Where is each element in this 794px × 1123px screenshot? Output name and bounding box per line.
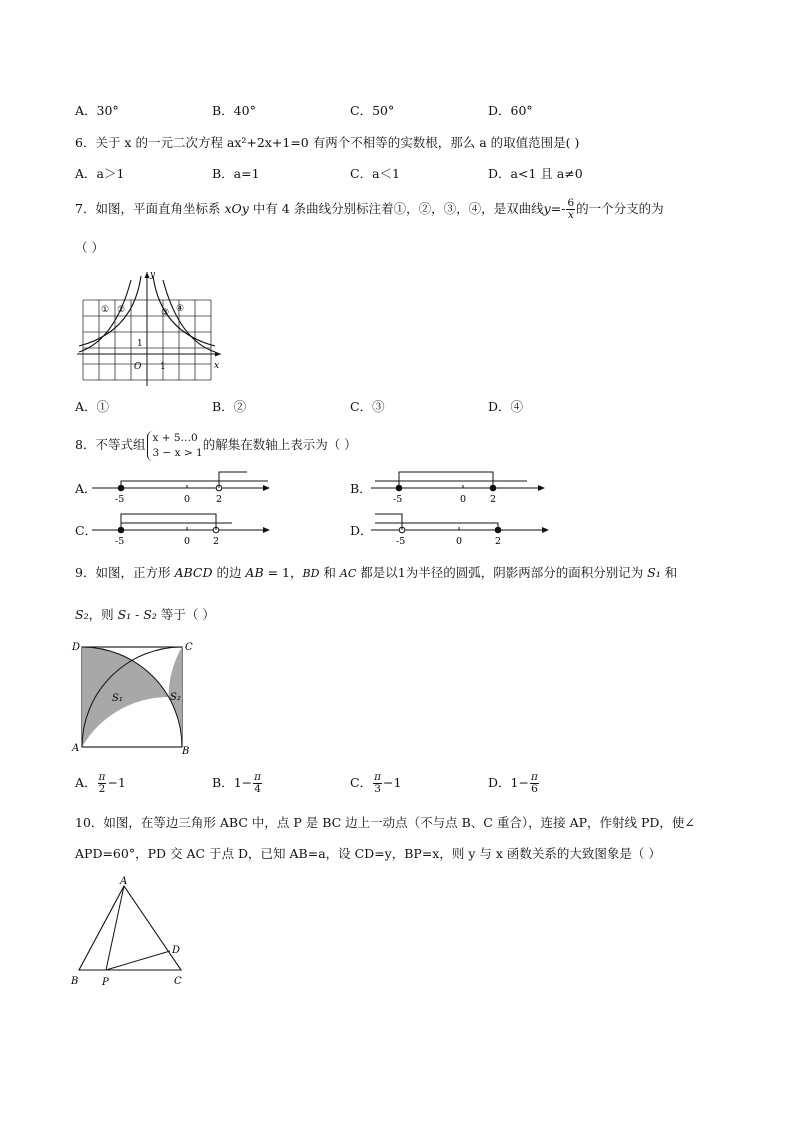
option-post: −1 [382, 775, 402, 790]
q9-line2-a: ，则 [88, 607, 118, 622]
q9-option-a[interactable] [75, 770, 126, 796]
label-c: C [185, 642, 193, 653]
label-s1: S₁ [112, 693, 123, 704]
origin-label: O [134, 362, 142, 372]
q7-option-b[interactable]: B．② [212, 399, 247, 414]
label-s2: S₂ [170, 692, 181, 703]
q9-stem-d: 都是以1为半径的圆弧，阴影两部分的面积分别记为 [356, 565, 648, 580]
q9-expr: S₁ - S₂ [117, 607, 157, 622]
option-fraction [98, 772, 107, 795]
q6-stem: 6．关于 x 的一元二次方程 ax²+2x+1=0 有两个不相等的实数根，那么 a 的取值范围是( ) [75, 135, 580, 150]
q6-option-c[interactable]: C．a＜1 [350, 166, 400, 181]
q8-numberline-a[interactable] [92, 468, 272, 504]
q9-stem-e: 和 [660, 565, 678, 580]
range-line-2 [375, 523, 498, 530]
q9-side-eq: = 1 [263, 565, 291, 580]
q7-option-a[interactable]: A．① [75, 399, 110, 414]
q9-side: AB [245, 565, 264, 580]
range-line-1 [399, 472, 493, 488]
option-label: A． [75, 775, 97, 790]
option-pre: 1− [233, 775, 253, 790]
label-d: D [172, 945, 181, 956]
option-label: D． [488, 775, 511, 790]
tick-label-0: 0 [184, 494, 191, 504]
tick-label-0: 0 [460, 494, 467, 504]
q5-option-d[interactable]: D．60° [488, 103, 533, 118]
tick-label-2: 2 [495, 536, 502, 546]
option-label: B． [212, 775, 234, 790]
q7-stem-pre: 7．如图，平面直角坐标系 [75, 201, 225, 216]
q10-figure [66, 872, 196, 992]
option-label: C． [350, 775, 373, 790]
q8-stem [75, 426, 357, 464]
q8-option-c[interactable]: C． [75, 523, 98, 538]
option-den: 4 [254, 783, 261, 795]
option-fraction [253, 772, 262, 795]
q7-stem-mid: 中有 4 条曲线分别标注着①，②，③，④，是双曲线 [248, 201, 544, 216]
q9-stem-a: 的边 [212, 565, 246, 580]
q7-option-d[interactable]: D．④ [488, 399, 524, 414]
q9-figure [70, 638, 200, 756]
number-axis-arrow [263, 527, 270, 533]
q9-stem-pre: 9．如图，正方形 [75, 565, 175, 580]
q9-arc2: AC [339, 567, 357, 580]
tick-label-minus5: -5 [396, 536, 406, 546]
option-num: π [254, 771, 262, 783]
q9-option-c[interactable] [350, 770, 401, 796]
q9-square: ABCD [174, 565, 213, 580]
q9-option-b[interactable] [212, 770, 263, 796]
number-axis-arrow [263, 485, 270, 491]
q9-option-d[interactable] [488, 770, 540, 796]
axis-y-label: y [150, 270, 156, 280]
tick-y-label: 1 [137, 339, 143, 349]
tick-label-0: 0 [184, 536, 191, 546]
label-d: D [72, 642, 81, 653]
q8-option-a[interactable]: A． [75, 481, 97, 496]
range-line-1 [121, 514, 216, 530]
q7-coord: xOy [224, 201, 249, 216]
tick-label-0: 0 [456, 536, 463, 546]
q7-answer-paren: （ ） [75, 240, 104, 255]
label-a: A [72, 743, 80, 754]
q9-stem-b: ， [290, 565, 303, 580]
range-line-1 [121, 481, 268, 488]
label-b: B [182, 746, 190, 756]
q8-numberline-b[interactable] [371, 468, 547, 504]
q9-stem-c: 和 [319, 565, 340, 580]
q9-stem [75, 565, 677, 582]
option-den: 2 [98, 783, 106, 795]
q10-stem-line2: APD=60°，PD 交 AC 于点 D，已知 AB=a，设 CD=y，BP=x，则 y 与 x 函数关系的大致图象是（ ） [75, 846, 661, 861]
tick-x-label: 1 [160, 362, 166, 372]
q6-option-d[interactable]: D．a<1 且 a≠0 [488, 166, 583, 181]
curve-2 [79, 276, 141, 346]
q5-option-b[interactable]: B．40° [212, 103, 256, 118]
q8-stem-post: 的解集在数轴上表示为（ ） [202, 437, 357, 452]
option-fraction [373, 772, 382, 795]
q7-func-den: x [567, 209, 574, 221]
label-a: A [120, 876, 128, 887]
q7-func-lhs: y [543, 201, 551, 216]
option-den: 6 [531, 783, 538, 795]
triangle-abc [79, 886, 181, 970]
q8-sys-line1: x + 5…0 [152, 431, 198, 444]
range-line-2 [219, 472, 247, 488]
label-b: B [71, 976, 79, 987]
number-axis-arrow [542, 527, 549, 533]
option-num: π [530, 771, 538, 783]
option-pre: 1− [510, 775, 529, 790]
q7-stem-post: 的一个分支的为 [576, 201, 664, 216]
option-post: −1 [107, 775, 126, 790]
q8-numberline-c[interactable] [92, 510, 272, 546]
q9-arc1: BD [302, 567, 320, 580]
option-num: π [374, 771, 381, 783]
q7-func-num: 6 [567, 197, 575, 209]
tick-label-minus5: -5 [115, 536, 125, 546]
curve-label-1: ① [101, 305, 110, 315]
q9-s2: S₂ [75, 607, 89, 622]
q8-sys-line2: 3 − x > 1 [152, 446, 203, 459]
x-axis-arrow [215, 352, 221, 357]
range-line-1 [375, 514, 402, 530]
option-fraction [530, 772, 539, 795]
axis-x-label: x [214, 361, 220, 371]
q8-option-b[interactable]: B． [350, 481, 372, 496]
option-num: π [98, 771, 106, 783]
segment-ap [106, 886, 124, 970]
q6-option-a[interactable]: A．a＞1 [75, 166, 125, 181]
tick-label-2: 2 [216, 494, 223, 504]
curve-label-2: ② [117, 305, 126, 315]
label-p: P [102, 977, 109, 988]
tick-label-2: 2 [213, 536, 220, 546]
y-axis-arrow [145, 272, 150, 278]
q6-option-b[interactable]: B．a=1 [212, 166, 260, 181]
tick-label-minus5: -5 [115, 494, 125, 504]
q10-stem-line1: 10．如图，在等边三角形 ABC 中，点 P 是 BC 边上一动点（不与点 B、C 重合），连接 AP，作射线 PD，使∠ [75, 815, 695, 830]
q9-s1: S₁ [647, 565, 661, 580]
q7-figure [75, 268, 225, 386]
option-den: 3 [374, 783, 381, 795]
q8-inequality-system [147, 431, 202, 461]
curve-label-4: ④ [176, 304, 185, 314]
curve-label-3: ③ [161, 308, 170, 318]
tick-label-minus5: -5 [393, 494, 403, 504]
q9-stem-line2 [75, 607, 215, 623]
q8-option-d[interactable]: D． [350, 523, 373, 538]
q7-option-c[interactable]: C．③ [350, 399, 385, 414]
q7-func-fraction [566, 198, 575, 221]
q8-stem-pre: 8．不等式组 [75, 437, 146, 452]
q9-line2-b: 等于（ ） [156, 607, 215, 622]
q7-stem [75, 196, 664, 222]
q5-option-c[interactable]: C．50° [350, 103, 395, 118]
q5-option-a[interactable]: A．30° [75, 103, 119, 118]
q7-func-eq: =- [550, 201, 566, 216]
segment-pd [106, 951, 170, 970]
tick-label-2: 2 [490, 494, 497, 504]
q8-numberline-d[interactable] [371, 510, 551, 546]
label-c: C [174, 976, 182, 987]
number-axis-arrow [538, 485, 545, 491]
